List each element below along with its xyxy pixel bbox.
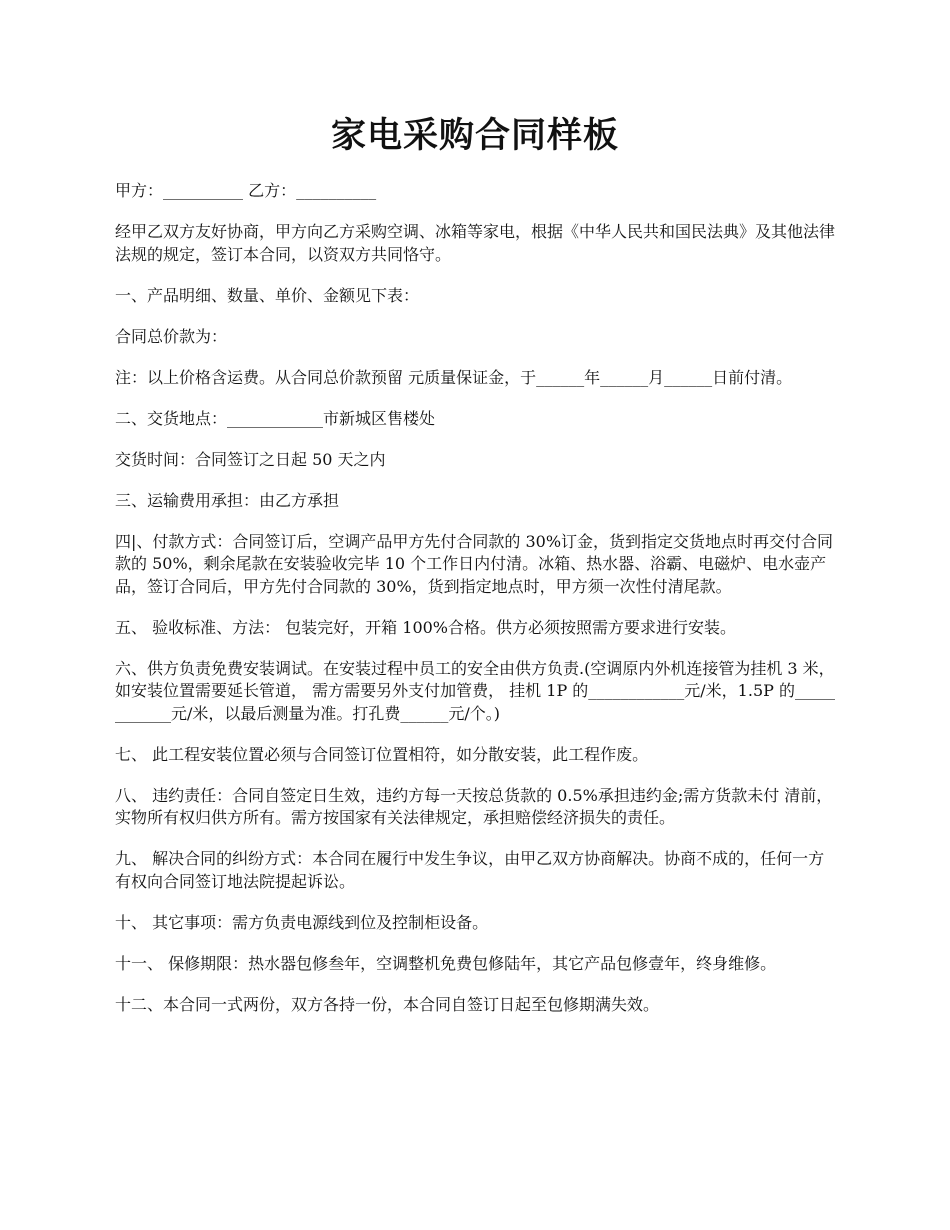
clause-9-disputes: 九、 解决合同的纠纷方式：本合同在履行中发生争议，由甲乙双方协商解决。协商不成的，任何一方有权向合同签订地法院提起诉讼。 bbox=[115, 849, 825, 891]
clause-3-transport: 三、运输费用承担：由乙方承担 bbox=[115, 490, 340, 510]
clause-4-payment: 四|、付款方式：合同签订后，空调产品甲方先付合同款的 30%订金，货到指定交货地点时再交付合同款的 50%，剩余尾款在安装验收完毕 10 个工作日内付清。冰箱、热水器、浴霸、电磁炉、电水壶产品，签订合同后，甲方先付合同款的 30%，货到指定地点时，甲方须一次性付清尾款。 bbox=[115, 531, 834, 596]
clause-11-warranty: 十一、 保修期限：热水器包修叁年，空调整机免费包修陆年，其它产品包修壹年，终身维修。 bbox=[115, 953, 777, 973]
document-title: 家电采购合同样板 bbox=[330, 115, 619, 156]
clause-2-delivery-place: 二、交货地点：____________市新城区售楼处 bbox=[115, 408, 436, 428]
parties-line: 甲方：__________ 乙方：__________ bbox=[115, 181, 377, 200]
clause-6-installation: 六、供方负责免费安装调试。在安装过程中员工的安全由供方负责.(空调原内外机连接管为挂机 3 米， 如安装位置需要延长管道， 需方需要另外支付加管费， 挂机 1P 的____________元/米，1.5P 的____________元/米，以最后测量为准。打孔费______元/个。) bbox=[115, 658, 835, 723]
document-body bbox=[115, 180, 837, 1035]
clause-8-liability: 八、 违约责任：合同自签定日生效，违约方每一天按总货款的 0.5%承担违约金;需方货款未付 清前，实物所有权归供方所有。需方按国家有关法律规定，承担赔偿经济损失的责任。 bbox=[115, 785, 833, 827]
preamble-paragraph: 经甲乙双方友好协商，甲方向乙方采购空调、冰箱等家电，根据《中华人民共和国民法典》及其他法律法规的规定，签订本合同，以资双方共同恪守。 bbox=[115, 222, 836, 264]
total-price-line: 合同总价款为： bbox=[115, 326, 228, 346]
clause-1-products: 一、产品明细、数量、单价、金额见下表： bbox=[115, 285, 420, 305]
clause-10-other: 十、 其它事项：需方负责电源线到位及控制柜设备。 bbox=[115, 912, 489, 932]
delivery-time-line: 交货时间：合同签订之日起 50 天之内 bbox=[115, 449, 386, 469]
price-note-paragraph: 注：以上价格含运费。从合同总价款预留 元质量保证金，于______年______月______日前付清。 bbox=[115, 367, 793, 387]
clause-12-copies: 十二、本合同一式两份，双方各持一份，本合同自签订日起至包修期满失效。 bbox=[115, 994, 660, 1014]
clause-7-location: 七、 此工程安装位置必须与合同签订位置相符，如分散安装，此工程作废。 bbox=[115, 744, 649, 764]
clause-5-acceptance: 五、 验收标准、方法： 包装完好，开箱 100%合格。供方必须按照需方要求进行安装。 bbox=[115, 617, 737, 637]
